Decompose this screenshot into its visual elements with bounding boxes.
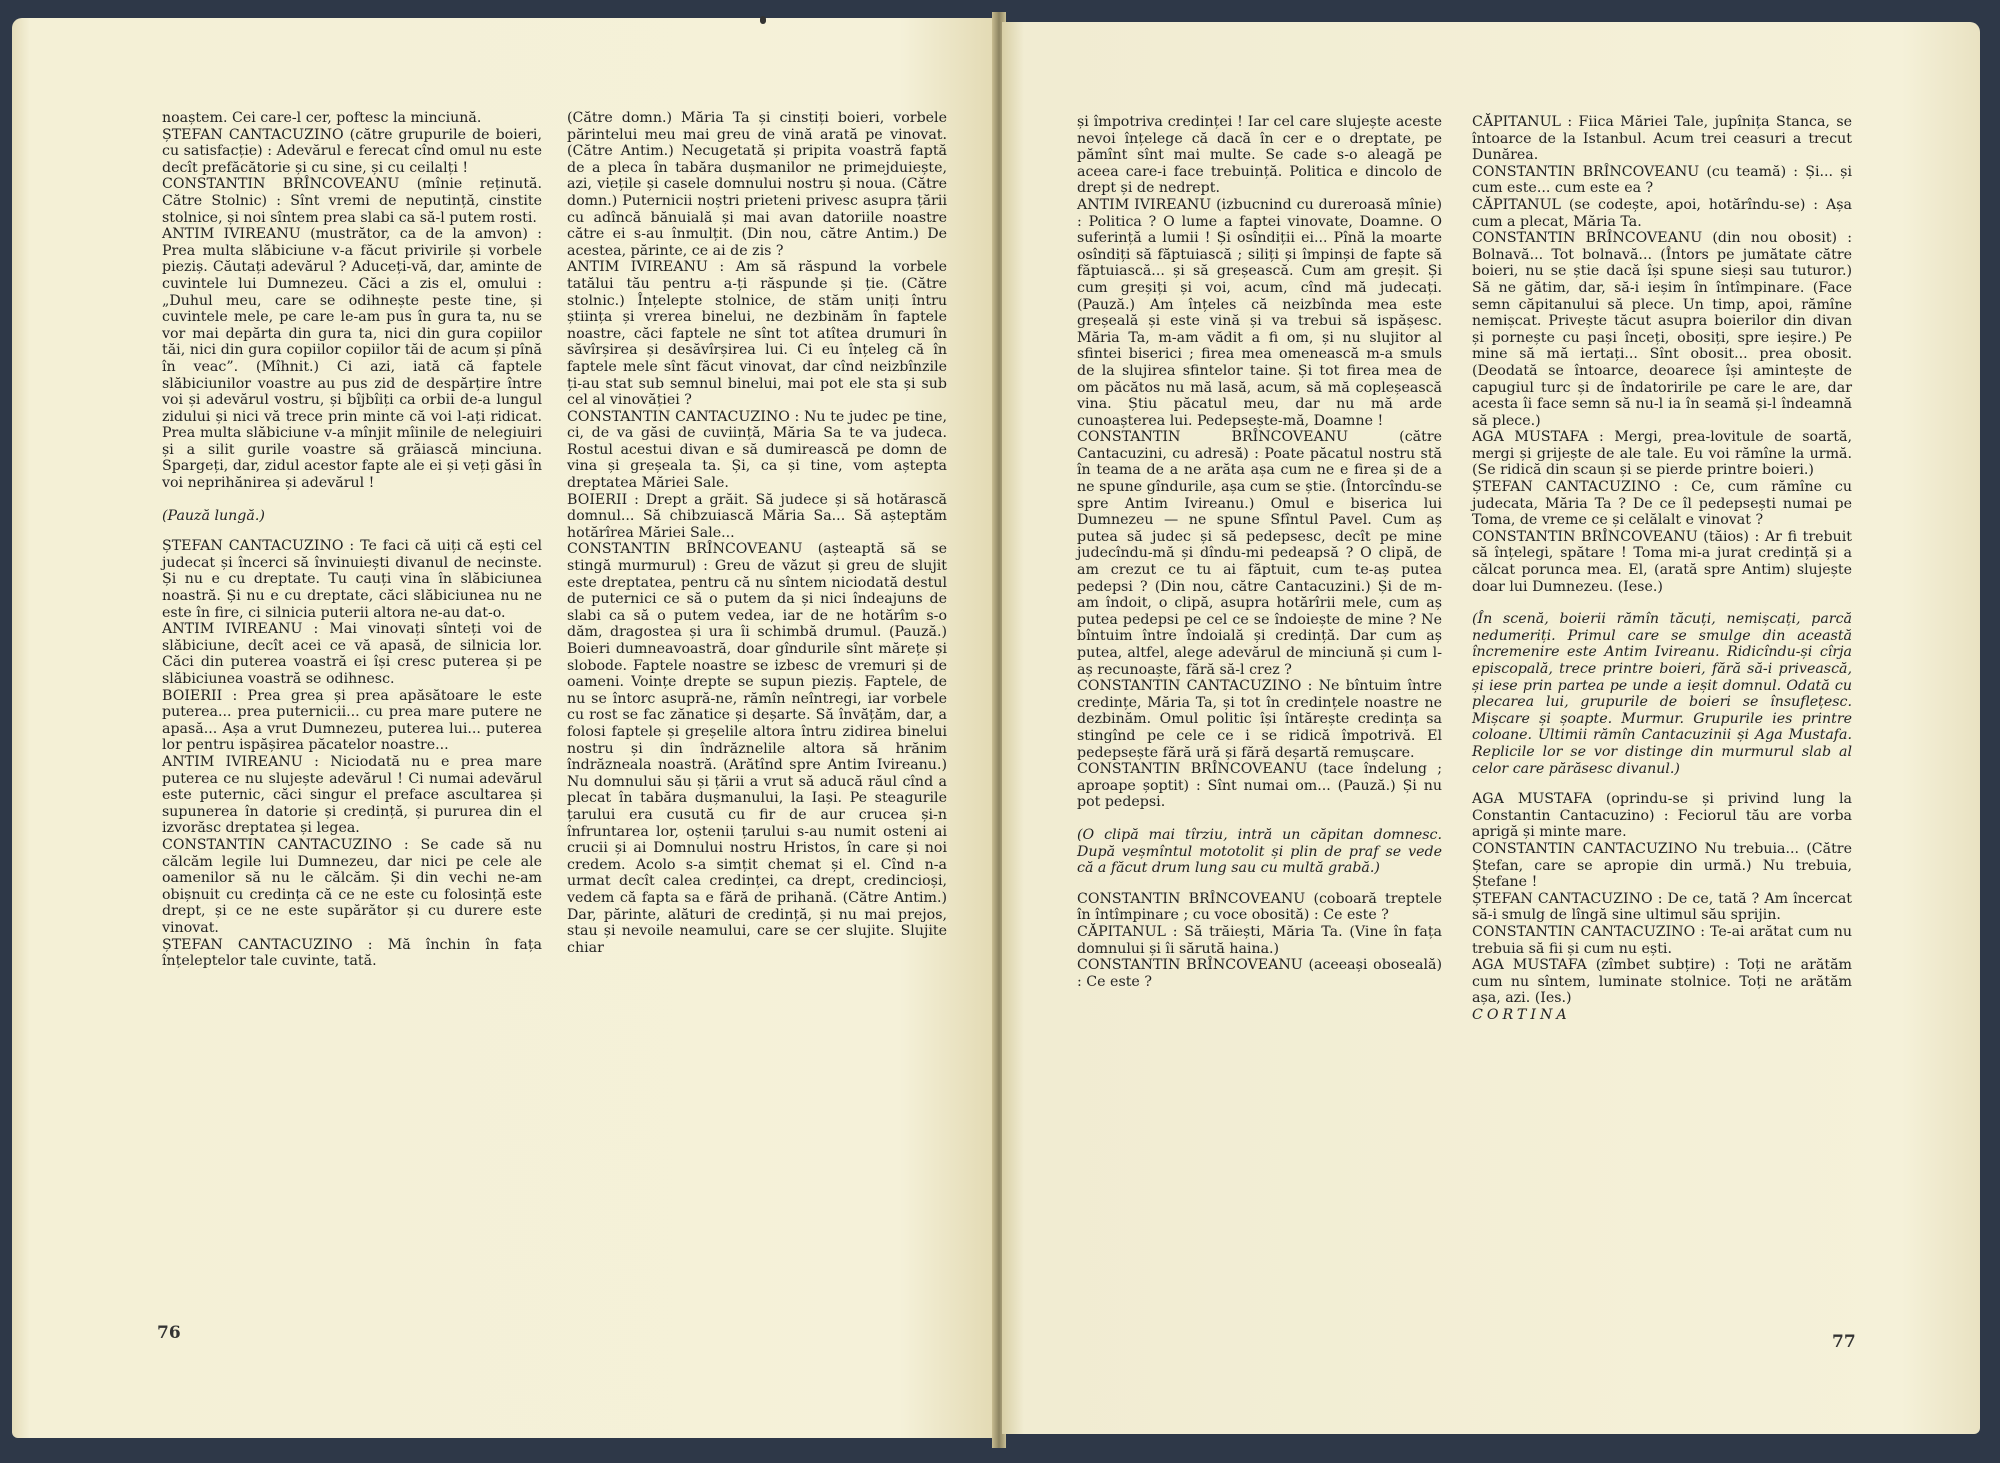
- paragraph: CONSTANTIN BRÎNCOVEANU (către Cantacuzini, cu adresă) : Poate păcatul nostru stă în teama de a ne arăta așa cum ne e firea și de a ne spune gîndurile, așa cum se știe. (Întorcîndu-se spre Antim Ivireanu.) Omul e biserica lui Dumnezeu — ne spune Sfîntul Pavel. Cum aș putea să judec și să pedepsesc, decît pe mine judecîndu-mă și dîndu-mi pedeapsă ? O clipă, de am crezut ce tu ai făptuit, cum te-aș putea pedepsi ? (Din nou, către Cantacuzini.) Și de m-am îndoit, o clipă, asupra hotărîrii mele, cum aș putea pedepsi pe cel ce se îndoiește de mine ? Ne bîntuim între îndoială și credință. Dar cum aș putea, altfel, alege adevărul de minciună și cum l-aș recunoaște, fără să-l crez ?: [1077, 429, 1442, 678]
- paragraph: BOIERII : Drept a grăit. Să judece și să hotărască domnul... Să chibzuiască Măria Sa... Să așteptăm hotărîrea Măriei Sale...: [567, 491, 947, 541]
- paragraph: CONSTANTIN BRÎNCOVEANU (cu teamă) : Și... și cum este... cum este ea ?: [1472, 163, 1852, 197]
- left-page: [12, 18, 998, 1438]
- paragraph: noaștem. Cei care-l cer, poftesc la minciună.: [162, 110, 482, 126]
- paragraph: CONSTANTIN BRÎNCOVEANU (coboară treptele în întîmpinare ; cu voce obosită) : Ce este ?: [1077, 890, 1442, 924]
- paragraph: AGA MUSTAFA : Mergi, prea-lovitule de soartă, mergi și grijește de ale tale. Eu voi rămîne la urmă. (Se ridică din scaun și se pierde printre boieri.): [1472, 429, 1852, 479]
- paragraph: CĂPITANUL : Fiica Măriei Tale, jupînița Stanca, se întoarce de la Istanbul. Acum trei ceasuri a trecut Dunărea.: [1472, 114, 1852, 164]
- paragraph: CONSTANTIN CANTACUZINO : Se cade să nu călcăm legile lui Dumnezeu, dar nici pe cele ale oamenilor să nu le călcăm. Și din vechi ne-am obișnuit cu credința că ce ne este cu folosință este drept, și ce ne este supărător și cu durere este vinovat.: [162, 836, 542, 936]
- paragraph: AGA MUSTAFA (oprindu-se și privind lung la Constantin Cantacuzino) : Feciorul tău are vorba aprigă și minte mare.: [1472, 791, 1852, 841]
- paragraph: CONSTANTIN CANTACUZINO : Nu te judec pe tine, ci, de va găsi de cuviință, Măria Sa te va judeca. Rostul acestui divan e să dumirească pe domn de vina și greșeala ta. Și, ca și tine, vom aștepta dreptatea Măriei Sale.: [567, 408, 947, 492]
- paragraph: ȘTEFAN CANTACUZINO (către grupurile de boieri, cu satisfacție) : Adevărul e ferecat cînd omul nu este decît prefăcătorie și cu sine, și cu ceilalți !: [162, 126, 542, 176]
- stage-direction: (O clipă mai tîrziu, intră un căpitan domnesc. După veșmîntul mototolit și plin de praf se vede că a făcut drum lung sau cu multă grabă.): [1077, 826, 1442, 877]
- paragraph: ANTIM IVIREANU : Am să răspund la vorbele tatălui tău pentru a-ți răspunde și ție. (Către stolnic.) Înțelepte stolnice, de stăm uniți întru știința și vrerea binelui, ne dezbinăm în faptele noastre, căci faptele ne sînt tot atîtea drumuri în săvîrșirea și desăvîrșirea lui. Ci eu înțeleg că în faptele mele sînt făcut vinovat, dar cînd neizbînzile ți-au stat sub semnul binelui, mai pot ele sta și sub cel al vinovăției ?: [567, 259, 947, 409]
- paragraph: CONSTANTIN BRÎNCOVEANU (tace îndelung ; aproape șoptit) : Sînt numai om... (Pauză.) Și nu pot pedepsi.: [1077, 761, 1442, 811]
- paragraph: CONSTANTIN BRÎNCOVEANU (aceeași oboseală) : Ce este ?: [1077, 957, 1442, 990]
- stage-direction: (Pauză lungă.): [162, 507, 265, 524]
- paragraph: ȘTEFAN CANTACUZINO : Mă închin în fața înțeleptelor tale cuvinte, tată.: [162, 936, 542, 970]
- paragraph: CONSTANTIN CANTACUZINO Nu trebuia... (Către Ștefan, care se apropie din urmă.) Nu trebuia, Ștefane !: [1472, 840, 1852, 891]
- left-page-column-2: [567, 110, 947, 956]
- paragraph: CĂPITANUL : Să trăiești, Măria Ta. (Vine în fața domnului și îi sărută haina.): [1077, 923, 1442, 957]
- paragraph: ȘTEFAN CANTACUZINO : De ce, tată ? Am încercat să-i smulg de lîngă sine ultimul său sprijin.: [1472, 890, 1852, 924]
- paragraph: ȘTEFAN CANTACUZINO : Ce, cum rămîne cu judecata, Măria Ta ? De ce îl pedepsești numai pe Toma, de vreme ce și celălalt e vinovat ?: [1472, 479, 1852, 529]
- right-page-column-1: [1077, 114, 1442, 990]
- right-page-column-2: [1472, 114, 1852, 1023]
- left-page-column-1: [162, 110, 542, 970]
- stage-direction: (În scenă, boierii rămîn tăcuți, nemișcați, parcă nedumeriți. Primul care se smulge din această încremenire este Antim Ivireanu. Ridicîndu-și cîrja episcopală, trece printre boieri, fără să-i privească, și iese prin partea pe unde a ieșit domnul. Odată cu plecarea lui, grupurile de boieri se însuflețesc. Mișcare și șoapte. Murmur. Grupurile ies printre coloane. Ultimii rămîn Cantacuzinii și Aga Mustafa. Replicile lor se vor distinge din murmurul slab al celor care părăsesc divanul.): [1472, 611, 1852, 777]
- paragraph: CONSTANTIN CANTACUZINO : Te-ai arătat cum nu trebuia să fii și cum nu ești.: [1472, 923, 1852, 957]
- paragraph: ANTIM IVIREANU (mustrător, ca de la amvon) : Prea multa slăbiciune v-a făcut privirile și vorbele pieziș. Căutați adevărul ? Aduceți-vă, dar, aminte de cuvintele lui Dumnezeu. Căci a zis el, omului : „Duhul meu, care se odihnește peste tine, și cuvintele mele, pe care le-am pus în gura ta, nu se vor mai depărta din gura ta, nici din gura copiilor tăi, nici din gura copiilor copiilor tăi de acum și pînă în veac”. (Mîhnit.) Ci azi, iată că faptele slăbiciunilor voastre au pus zid de despărțire între voi și adevărul vostru, și bîjbîiți ca orbii de-a lungul zidului și nici vă trece prin minte că voi l-ați ridicat. Prea multa slăbiciune v-a mînjit mîinile de nelegiuiri și a silit gurile voastre să grăiască minciuna. Spargeți, dar, zidul acestor fapte ale ei și veți găsi în voi neprihănirea și adevărul !: [162, 226, 542, 492]
- page-number: 76: [157, 1323, 181, 1343]
- paragraph: CONSTANTIN BRÎNCOVEANU (din nou obosit) : Bolnavă... Tot bolnavă... (Întors pe jumătate către boieri, nu se știe dacă își spune sieși sau tuturor.) Să ne gătim, dar, să-i ieșim în întîmpinare. (Face semn căpitanului să plece. Un timp, apoi, rămîne nemișcat. Privește tăcut asupra boierilor din divan și pornește cu pași înceți, obosiți, spre ieșire.) Pe mine să mă iertați... Sînt obosit... prea obosit. (Deodată se întoarce, deoarece își amintește de capugiul turc și de îndatoririle pe care le are, dar acesta îi face semn să nu-l ia în seamă și-l îndeamnă să plece.): [1472, 230, 1852, 429]
- ink-speck: [760, 16, 766, 24]
- right-page: [1002, 22, 1980, 1434]
- paragraph: (Către domn.) Măria Ta și cinstiți boieri, vorbele părintelui meu mai greu de vină arată pe vinovat. (Către Antim.) Necugetată și pripita voastră faptă de a pleca în tabăra dușmanilor ne primejduiește, azi, viețile și casele domnului nostru și noua. (Către domn.) Puternicii noștri prieteni privesc asupra țării cu adîncă bănuială și mai avan datoriile noastre către ei s-au înmulțit. (Din nou, către Antim.) De acestea, părinte, ce ai de zis ?: [567, 110, 947, 259]
- paragraph: CĂPITANUL (se codește, apoi, hotărîndu-se) : Așa cum a plecat, Măria Ta.: [1472, 196, 1852, 230]
- paragraph: și împotriva credinței ! Iar cel care slujește aceste nevoi înțelege că dacă în cer e o dreptate, pe pămînt sînt mai multe. Se cade s-o aleagă pe aceea care-i face trebuință. Politica e dincolo de drept și de nedrept.: [1077, 114, 1442, 197]
- paragraph: AGA MUSTAFA (zîmbet subțire) : Toți ne arătăm cum nu sîntem, luminate stolnice. Toți ne arătăm așa, azi. (Ies.): [1472, 957, 1852, 1007]
- paragraph: BOIERII : Prea grea și prea apăsătoare le este puterea... prea puternicii... cu prea mare putere ne apasă... Așa a vrut Dumnezeu, puterea lui... puterea lor pentru ispășirea păcatelor noastre...: [162, 687, 542, 754]
- paragraph: ANTIM IVIREANU : Mai vinovați sînteți voi de slăbiciune, decît acei ce vă apasă, de silnicia lor. Căci din puterea voastră ei își cresc puterea și pe slăbiciunea voastră se odihnesc.: [162, 621, 542, 687]
- paragraph: ANTIM IVIREANU : Niciodată nu e prea mare puterea ce nu slujește adevărul ! Ci numai adevărul este puternic, căci singur el preface ascultarea și supunerea în datorie și credință, și pururea din el izvorăsc dreptatea și legea.: [162, 753, 542, 837]
- paragraph: CONSTANTIN BRÎNCOVEANU (mînie reținută. Către Stolnic) : Sînt vremi de neputință, cinstite stolnice, și noi sîntem prea slabi ca să-l putem rosti.: [162, 176, 542, 226]
- paragraph: ANTIM IVIREANU (izbucnind cu dureroasă mînie) : Politica ? O lume a faptei vinovate, Doamne. O suferință a lumii ! Și osîndiții ei... Pînă la moarte osîndiți să făptuiască ; siliți și împinși de fapte să făptuiască... și să greșească. Cum am greșit. Și cum greșiți și voi, acum, cînd mă judecați. (Pauză.) Am înțeles că neizbînda mea este greșeală și este vină și va trebui să ispășesc. Măria Ta, m-am vădit a fi om, și nu slujitor al sfintei biserici ; firea mea omenească m-a smuls de la slujirea sfintelor taine. Și tot firea mea de om păcătos nu mă lasă, acum, să mă copleșească vina. Știu păcatul meu, dar nu mă arde cunoașterea lui. Pedepsește-mă, Doamne !: [1077, 196, 1442, 429]
- paragraph: ȘTEFAN CANTACUZINO : Te faci că uiți că ești cel judecat și încerci să învinuiești divanul de necinste. Și nu e cu dreptate. Tu cauți vina în slăbiciunea noastră. Și nu e cu dreptate, căci slăbiciunea nu ne este în fire, ci silnicia puterii altora ne-au dat-o.: [162, 538, 542, 621]
- paragraph: CONSTANTIN BRÎNCOVEANU (tăios) : Ar fi trebuit să înțelegi, spătare ! Toma mi-a jurat credință și a călcat porunca mea. El, (arată spre Antim) slujește doar lui Dumnezeu. (Iese.): [1472, 528, 1852, 595]
- page-number: 77: [1832, 1332, 1856, 1352]
- paragraph: CONSTANTIN CANTACUZINO : Ne bîntuim între credințe, Măria Ta, și tot în credințele noastre ne dezbinăm. Omul politic își întărește credința sa stingînd pe cele ce i se ridică împotrivă. El pedepsește fără ură și fără deșartă remușcare.: [1077, 678, 1442, 761]
- paragraph: CONSTANTIN BRÎNCOVEANU (așteaptă să se stingă murmurul) : Greu de văzut și greu de slujit este dreptatea, pentru că nu sîntem niciodată destul de puternici ce să o putem da și nici îndeajuns de slabi ca să o putem vedea, iar de ne hotărîm s-o dăm, dragostea și ura îi schimbă drumul. (Pauză.) Boieri dumneavoastră, doar gîndurile sînt mărețe și slobode. Faptele noastre se izbesc de vremuri și de oameni. Voințe drepte se supun pieziș. Faptele, de nu se întorc asupră-ne, rămîn neîntregi, iar vorbele cu rost se fac zănatice și deșarte. Să învățăm, dar, a folosi faptele și greșelile altora întru zidirea binelui nostru și din îndrăznelile altora să hrănim îndrăzneala noastră. (Arătînd spre Antim Ivireanu.) Nu domnului său și țării a vrut să aducă răul cînd a plecat în tabăra dușmanului, la Iași. Pe steagurile țarului era cusută cu fir de aur crucea și-n înfruntarea lor, oștenii țarului s-au numit osteni ai crucii și ai Domnului nostru Hristos, în care și noi credem. Acolo s-a simțit chemat și el. Cînd n-a urmat decît calea credinței, ca drept, credincioși, vedem că fapta sa e fără de prihană. (Către Antim.) Dar, părinte, alături de credință, și nu mai prejos, stau și nevoile neamului, care se cer slujite. Slujite chiar: [567, 541, 947, 956]
- curtain-label: CORTINA: [1472, 1006, 1571, 1023]
